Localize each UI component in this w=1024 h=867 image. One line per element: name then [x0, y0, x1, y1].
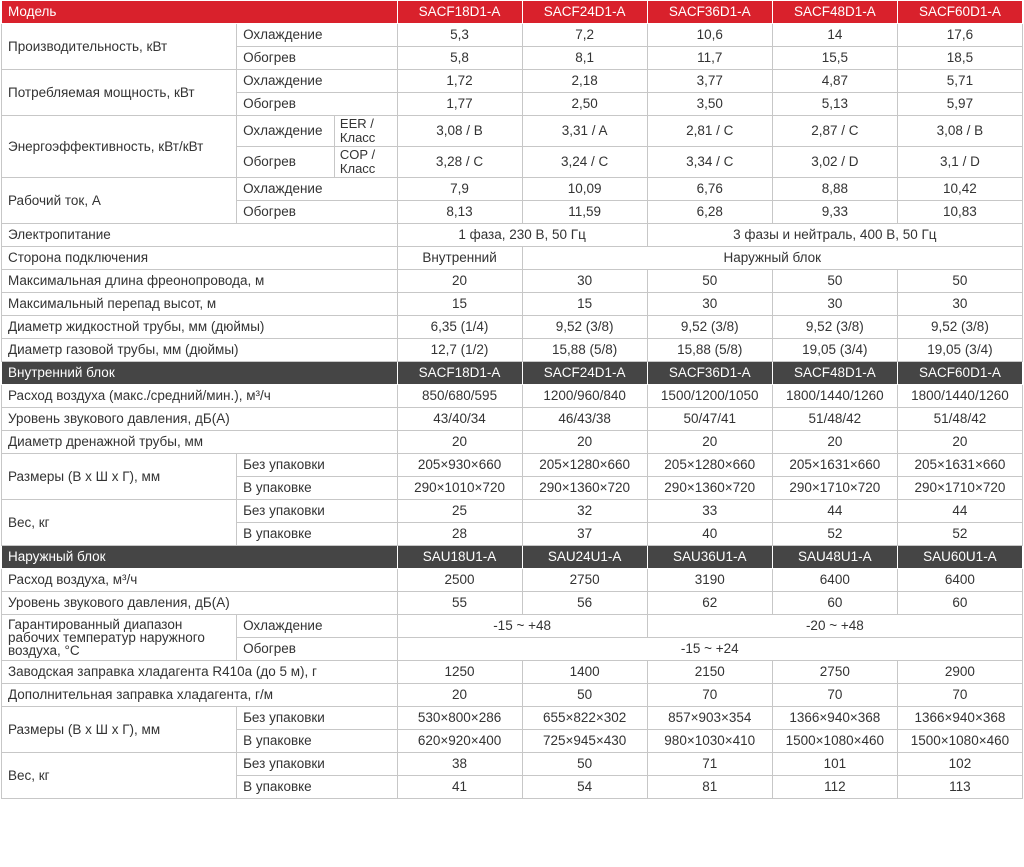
- model-name: SAU60U1-A: [897, 546, 1022, 569]
- cell: Наружный блок: [522, 247, 1022, 270]
- cell: 51/48/42: [897, 408, 1022, 431]
- cell: 52: [897, 523, 1022, 546]
- cop-label: COP / Класс: [334, 147, 397, 178]
- table-row-add-charge: [2, 684, 1023, 707]
- row-label-gas-pipe: Диаметр газовой трубы, мм (дюймы): [2, 339, 398, 362]
- table-row-max-pipe: [2, 270, 1023, 293]
- cell: 33: [647, 500, 772, 523]
- cell: 18,5: [897, 47, 1022, 70]
- cell: 1800/1440/1260: [897, 385, 1022, 408]
- cell: 3,28 / C: [397, 147, 522, 178]
- cell: 8,13: [397, 201, 522, 224]
- model-name: SACF60D1-A: [897, 1, 1022, 24]
- table-row-indoor-noise: [2, 408, 1023, 431]
- table-row-power-cooling: [2, 70, 1023, 93]
- cell: 3190: [647, 569, 772, 592]
- cell: 28: [397, 523, 522, 546]
- row-label-add-charge: Дополнительная заправка хладагента, г/м: [2, 684, 398, 707]
- model-name: SACF24D1-A: [522, 362, 647, 385]
- cell: 46/43/38: [522, 408, 647, 431]
- table-row-charge: [2, 661, 1023, 684]
- row-label-liquid-pipe: Диаметр жидкостной трубы, мм (дюймы): [2, 316, 398, 339]
- cell: 112: [772, 776, 897, 799]
- cell: 38: [397, 753, 522, 776]
- header-label-model: Модель: [2, 1, 398, 24]
- cell: 43/40/34: [397, 408, 522, 431]
- cell: 1366×940×368: [772, 707, 897, 730]
- mode-heating: Обогрев: [237, 147, 335, 178]
- mode-cooling: Охлаждение: [237, 178, 397, 201]
- cell: -15 ~ +24: [397, 638, 1023, 661]
- cell: 205×1631×660: [897, 454, 1022, 477]
- cell: 19,05 (3/4): [897, 339, 1022, 362]
- cell: 290×1010×720: [397, 477, 522, 500]
- cell: 5,8: [397, 47, 522, 70]
- mode-heating: Обогрев: [237, 47, 397, 70]
- model-name: SACF60D1-A: [897, 362, 1022, 385]
- cell: 1500×1080×460: [897, 730, 1022, 753]
- cell: 52: [772, 523, 897, 546]
- table-row-liquid-pipe: [2, 316, 1023, 339]
- cell: 50: [522, 684, 647, 707]
- cell: 6,28: [647, 201, 772, 224]
- cell: 9,52 (3/8): [647, 316, 772, 339]
- cell: 2150: [647, 661, 772, 684]
- cell: 850/680/595: [397, 385, 522, 408]
- model-name: SACF48D1-A: [772, 1, 897, 24]
- cell: 15,88 (5/8): [522, 339, 647, 362]
- row-label-power-supply: Электропитание: [2, 224, 398, 247]
- cell: 37: [522, 523, 647, 546]
- row-label-charge: Заводская заправка хладагента R410a (до 5 м), г: [2, 661, 398, 684]
- row-label-max-height: Максимальный перепад высот, м: [2, 293, 398, 316]
- cell: 62: [647, 592, 772, 615]
- cell: 113: [897, 776, 1022, 799]
- cell: 205×930×660: [397, 454, 522, 477]
- mode-cooling: Охлаждение: [237, 70, 397, 93]
- cell: 17,6: [897, 24, 1022, 47]
- cell: 50: [522, 753, 647, 776]
- header-label-outdoor: Наружный блок: [2, 546, 398, 569]
- cell: 5,13: [772, 93, 897, 116]
- cell: 12,7 (1/2): [397, 339, 522, 362]
- pack-none: Без упаковки: [237, 454, 397, 477]
- row-label-indoor-weight: Вес, кг: [2, 500, 237, 546]
- row-label-indoor-drain: Диаметр дренажной трубы, мм: [2, 431, 398, 454]
- row-label-max-pipe: Максимальная длина фреонопровода, м: [2, 270, 398, 293]
- model-name: SACF36D1-A: [647, 1, 772, 24]
- header-label-indoor: Внутренний блок: [2, 362, 398, 385]
- cell: 3,77: [647, 70, 772, 93]
- cell: 50: [647, 270, 772, 293]
- cell: 44: [772, 500, 897, 523]
- pack-packed: В упаковке: [237, 477, 397, 500]
- cell: 15: [522, 293, 647, 316]
- cell: 3,24 / C: [522, 147, 647, 178]
- cell: 9,52 (3/8): [897, 316, 1022, 339]
- table-row-max-height: [2, 293, 1023, 316]
- cell: 60: [897, 592, 1022, 615]
- cell: 1 фаза, 230 В, 50 Гц: [397, 224, 647, 247]
- cell: 9,33: [772, 201, 897, 224]
- pack-none: Без упаковки: [237, 500, 397, 523]
- header-row-indoor: [2, 362, 1023, 385]
- cell: -15 ~ +48: [397, 615, 647, 638]
- cell: 70: [647, 684, 772, 707]
- cell: 1250: [397, 661, 522, 684]
- cell: 7,9: [397, 178, 522, 201]
- cell: 2500: [397, 569, 522, 592]
- cell: 3,50: [647, 93, 772, 116]
- cell: 290×1710×720: [897, 477, 1022, 500]
- cell: 205×1280×660: [522, 454, 647, 477]
- cell: 10,42: [897, 178, 1022, 201]
- cell: 530×800×286: [397, 707, 522, 730]
- cell: 6,35 (1/4): [397, 316, 522, 339]
- header-row-model: [2, 1, 1023, 24]
- row-label-outdoor-weight: Вес, кг: [2, 753, 237, 799]
- row-label-outdoor-airflow: Расход воздуха, м³/ч: [2, 569, 398, 592]
- table-row-outdoor-dims-nopack: [2, 707, 1023, 730]
- table-row-temp-cooling: [2, 615, 1023, 638]
- cell: 5,71: [897, 70, 1022, 93]
- row-label-outdoor-noise: Уровень звукового давления, дБ(А): [2, 592, 398, 615]
- model-name: SAU48U1-A: [772, 546, 897, 569]
- cell: 6,76: [647, 178, 772, 201]
- cell: 60: [772, 592, 897, 615]
- cell: 25: [397, 500, 522, 523]
- pack-packed: В упаковке: [237, 730, 397, 753]
- cell: 20: [397, 684, 522, 707]
- model-name: SAU36U1-A: [647, 546, 772, 569]
- table-row-power-supply: [2, 224, 1023, 247]
- pack-packed: В упаковке: [237, 523, 397, 546]
- cell: 44: [897, 500, 1022, 523]
- cell: 8,88: [772, 178, 897, 201]
- cell: 3,34 / C: [647, 147, 772, 178]
- cell: 71: [647, 753, 772, 776]
- row-label-efficiency: Энергоэффективность, кВт/кВт: [2, 116, 237, 178]
- cell: 54: [522, 776, 647, 799]
- cell: 2,18: [522, 70, 647, 93]
- mode-cooling: Охлаждение: [237, 116, 335, 147]
- cell: 20: [397, 431, 522, 454]
- model-name: SACF36D1-A: [647, 362, 772, 385]
- cell: 1500×1080×460: [772, 730, 897, 753]
- cell: 3,31 / A: [522, 116, 647, 147]
- cell: 102: [897, 753, 1022, 776]
- cell: 2,87 / C: [772, 116, 897, 147]
- cell: 30: [772, 293, 897, 316]
- cell: 6400: [772, 569, 897, 592]
- cell: 15,88 (5/8): [647, 339, 772, 362]
- cell: 50: [897, 270, 1022, 293]
- cell: 15: [397, 293, 522, 316]
- cell: 55: [397, 592, 522, 615]
- cell: 857×903×354: [647, 707, 772, 730]
- cell: 8,1: [522, 47, 647, 70]
- cell: 10,6: [647, 24, 772, 47]
- cell: 1400: [522, 661, 647, 684]
- table-row-outdoor-noise: [2, 592, 1023, 615]
- cell: 30: [522, 270, 647, 293]
- cell: 290×1360×720: [522, 477, 647, 500]
- table-row-indoor-drain: [2, 431, 1023, 454]
- cell: 19,05 (3/4): [772, 339, 897, 362]
- cell: 32: [522, 500, 647, 523]
- cell: 2750: [772, 661, 897, 684]
- cell: 81: [647, 776, 772, 799]
- cell: 3,02 / D: [772, 147, 897, 178]
- row-label-current: Рабочий ток, А: [2, 178, 237, 224]
- model-name: SACF18D1-A: [397, 362, 522, 385]
- cell: 290×1360×720: [647, 477, 772, 500]
- cell: 20: [397, 270, 522, 293]
- model-name: SAU18U1-A: [397, 546, 522, 569]
- row-label-connection-side: Сторона подключения: [2, 247, 398, 270]
- cell: 15,5: [772, 47, 897, 70]
- row-label-indoor-dims: Размеры (В х Ш х Г), мм: [2, 454, 237, 500]
- model-name: SAU24U1-A: [522, 546, 647, 569]
- row-label-power: Потребляемая мощность, кВт: [2, 70, 237, 116]
- cell: 30: [897, 293, 1022, 316]
- cell: 655×822×302: [522, 707, 647, 730]
- cell: 205×1280×660: [647, 454, 772, 477]
- cell: 101: [772, 753, 897, 776]
- mode-cooling: Охлаждение: [237, 615, 397, 638]
- cell: 14: [772, 24, 897, 47]
- cell: 5,97: [897, 93, 1022, 116]
- model-name: SACF24D1-A: [522, 1, 647, 24]
- row-label-outdoor-dims: Размеры (В х Ш х Г), мм: [2, 707, 237, 753]
- cell: 20: [897, 431, 1022, 454]
- table-row-capacity-cooling: [2, 24, 1023, 47]
- cell: 205×1631×660: [772, 454, 897, 477]
- cell: 50/47/41: [647, 408, 772, 431]
- cell: 290×1710×720: [772, 477, 897, 500]
- cell: 56: [522, 592, 647, 615]
- eer-label: EER / Класс: [334, 116, 397, 147]
- cell: 2,50: [522, 93, 647, 116]
- cell: 30: [647, 293, 772, 316]
- cell: 1366×940×368: [897, 707, 1022, 730]
- cell: 3,1 / D: [897, 147, 1022, 178]
- row-label-capacity: Производительность, кВт: [2, 24, 237, 70]
- cell: 1,77: [397, 93, 522, 116]
- cell: 20: [772, 431, 897, 454]
- cell: 50: [772, 270, 897, 293]
- model-name: SACF18D1-A: [397, 1, 522, 24]
- cell: 20: [647, 431, 772, 454]
- cell: 7,2: [522, 24, 647, 47]
- table-row-indoor-weight-nopack: [2, 500, 1023, 523]
- cell: 11,7: [647, 47, 772, 70]
- cell: 3,08 / B: [897, 116, 1022, 147]
- cell: 6400: [897, 569, 1022, 592]
- table-row-current-cooling: [2, 178, 1023, 201]
- cell: 1500/1200/1050: [647, 385, 772, 408]
- row-label-indoor-airflow: Расход воздуха (макс./средний/мин.), м³/ч: [2, 385, 398, 408]
- cell: 70: [772, 684, 897, 707]
- cell: -20 ~ +48: [647, 615, 1022, 638]
- table-row-indoor-dims-nopack: [2, 454, 1023, 477]
- cell: 1200/960/840: [522, 385, 647, 408]
- mode-heating: Обогрев: [237, 93, 397, 116]
- table-row-indoor-airflow: [2, 385, 1023, 408]
- cell: 10,09: [522, 178, 647, 201]
- row-label-indoor-noise: Уровень звукового давления, дБ(А): [2, 408, 398, 431]
- cell: 51/48/42: [772, 408, 897, 431]
- cell: 40: [647, 523, 772, 546]
- cell: 20: [522, 431, 647, 454]
- pack-none: Без упаковки: [237, 707, 397, 730]
- pack-none: Без упаковки: [237, 753, 397, 776]
- cell: 1800/1440/1260: [772, 385, 897, 408]
- cell: 620×920×400: [397, 730, 522, 753]
- cell: 980×1030×410: [647, 730, 772, 753]
- table-row-efficiency-cooling: [2, 116, 1023, 147]
- cell: 9,52 (3/8): [772, 316, 897, 339]
- cell: 11,59: [522, 201, 647, 224]
- cell: 1,72: [397, 70, 522, 93]
- table-row-outdoor-weight-nopack: [2, 753, 1023, 776]
- cell: 41: [397, 776, 522, 799]
- table-row-connection-side: [2, 247, 1023, 270]
- mode-heating: Обогрев: [237, 638, 397, 661]
- row-label-temp-range: Гарантированный диапазон рабочих температур наружного воздуха, °C: [2, 615, 237, 661]
- cell: 725×945×430: [522, 730, 647, 753]
- table-row-outdoor-airflow: [2, 569, 1023, 592]
- cell: 3,08 / B: [397, 116, 522, 147]
- cell: 2750: [522, 569, 647, 592]
- header-row-outdoor: [2, 546, 1023, 569]
- pack-packed: В упаковке: [237, 776, 397, 799]
- cell: 70: [897, 684, 1022, 707]
- cell: 9,52 (3/8): [522, 316, 647, 339]
- cell: 2900: [897, 661, 1022, 684]
- mode-heating: Обогрев: [237, 201, 397, 224]
- cell: Внутренний: [397, 247, 522, 270]
- model-name: SACF48D1-A: [772, 362, 897, 385]
- cell: 10,83: [897, 201, 1022, 224]
- cell: 5,3: [397, 24, 522, 47]
- cell: 2,81 / C: [647, 116, 772, 147]
- specs-table: [1, 0, 1023, 799]
- cell: 3 фазы и нейтраль, 400 В, 50 Гц: [647, 224, 1022, 247]
- cell: 4,87: [772, 70, 897, 93]
- table-row-gas-pipe: [2, 339, 1023, 362]
- mode-cooling: Охлаждение: [237, 24, 397, 47]
